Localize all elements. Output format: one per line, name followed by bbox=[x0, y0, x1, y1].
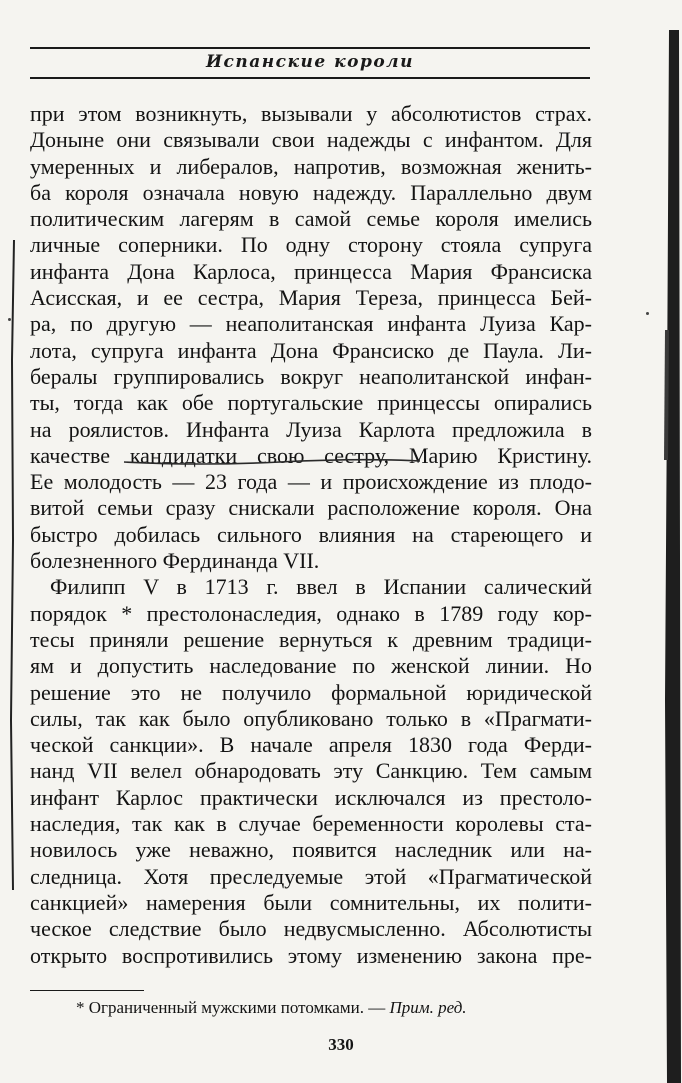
margin-bracket-mark bbox=[6, 240, 18, 890]
header-rule-top bbox=[30, 47, 590, 49]
text-line: новилось уже неважно, появится наследник или на- bbox=[30, 837, 592, 863]
text-line: ческое следствие было недвусмысленно. Абсолютисты bbox=[30, 916, 592, 942]
header-rule-bottom bbox=[30, 77, 590, 79]
text-line: лота, супруга инфанта Дона Франсиско де Паула. Ли- bbox=[30, 337, 592, 363]
footnote-rule bbox=[30, 990, 144, 991]
pencil-underline-mark bbox=[120, 448, 450, 468]
text-line: тесы приняли решение вернуться к древним традици- bbox=[30, 626, 592, 652]
text-line: Ее молодость — 23 года — и происхождение из плодо- bbox=[30, 469, 592, 495]
text-line: нанд VII велел обнародовать эту Санкцию. Тем самым bbox=[30, 758, 592, 784]
text-line: порядок * престолонаследия, однако в 1789 году кор- bbox=[30, 600, 592, 626]
text-line: санкцией» намерения были сомнительны, их полити- bbox=[30, 889, 592, 915]
page-edge-shadow bbox=[655, 0, 682, 1083]
text-line: качестве кандидатки свою сестру, Марию Кристину. bbox=[30, 442, 592, 468]
text-line: инфант Карлос практически исключался из престоло- bbox=[30, 784, 592, 810]
text-line: ческой санкции». В начале апреля 1830 года Ферди- bbox=[30, 732, 592, 758]
scan-speck bbox=[646, 312, 649, 315]
footnote-marker: * bbox=[76, 998, 85, 1017]
footnote bbox=[76, 998, 467, 1018]
text-line: болезненного Фердинанда VII. bbox=[30, 548, 320, 574]
text-line: Асисская, и ее сестра, Мария Тереза, принцесса Бей- bbox=[30, 285, 592, 311]
text-line: быстро добилась сильного влияния на стареющего и bbox=[30, 521, 592, 547]
text-line: при этом возникнуть, вызывали у абсолютистов страх. bbox=[30, 101, 592, 126]
running-head: Испанские короли bbox=[205, 52, 414, 72]
text-line: умеренных и либералов, напротив, возможная женить- bbox=[30, 153, 592, 179]
text-line: политическим лагерям в самой семье короля имелись bbox=[30, 206, 592, 232]
text-line: ба короля означала новую надежду. Параллельно двум bbox=[30, 179, 592, 205]
text-line: наследия, так как в случае беременности королевы ста- bbox=[30, 811, 592, 837]
text-line: на роялистов. Инфанта Луиза Карлота предложила в bbox=[30, 416, 592, 442]
page-number: 330 bbox=[328, 1035, 354, 1054]
text-line: открыто воспротивились этому изменению закона пре- bbox=[30, 942, 592, 968]
text-line: решение это не получило формальной юридической bbox=[30, 679, 592, 705]
text-line: бералы группировались вокруг неаполитанской инфан- bbox=[30, 363, 592, 389]
text-line: Доныне они связывали свои надежды с инфантом. Для bbox=[30, 127, 592, 153]
text-line: ты, тогда как обе португальские принцессы опирались bbox=[30, 390, 592, 416]
text-line: ям и допустить наследование по женской линии. Но bbox=[30, 653, 592, 679]
text-line: инфанта Дона Карлоса, принцесса Мария Франсиска bbox=[30, 258, 592, 284]
text-line: витой семьи сразу снискали расположение короля. Она bbox=[30, 495, 592, 521]
text-line: силы, так как было опубликовано только в «Прагмати- bbox=[30, 705, 592, 731]
scan-speck bbox=[8, 318, 11, 321]
text-line: ра, по другую — неаполитанская инфанта Луиза Кар- bbox=[30, 311, 592, 337]
footnote-editor-note: Прим. ред. bbox=[389, 998, 467, 1017]
footnote-text: Ограниченный мужскими потомками. — bbox=[88, 998, 386, 1017]
body-text bbox=[30, 101, 592, 969]
text-line: личные соперники. По одну сторону стояла супруга bbox=[30, 232, 592, 258]
text-line: Филипп V в 1713 г. ввел в Испании салический bbox=[50, 574, 592, 600]
text-line: следница. Хотя преследуемые этой «Прагматической bbox=[30, 863, 592, 889]
